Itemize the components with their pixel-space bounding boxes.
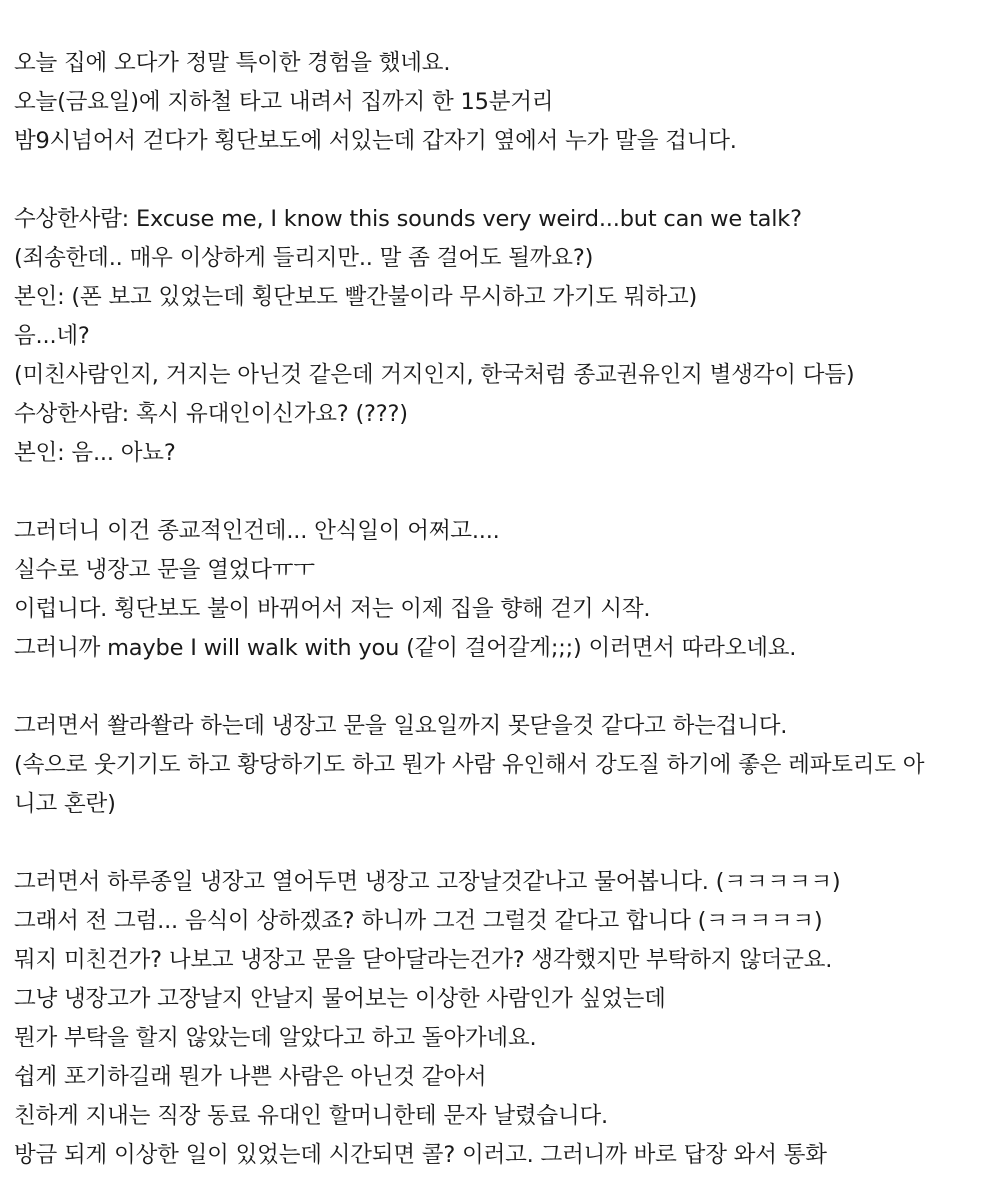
text-line: 그냥 냉장고가 고장날지 안날지 물어보는 이상한 사람인가 싶었는데 — [14, 986, 666, 1012]
blank-line — [14, 161, 969, 200]
text-line: 방금 되게 이상한 일이 있었는데 시간되면 콜? 이러고. 그러니까 바로 답장 와서 통화 — [14, 1142, 827, 1168]
text-line: 밤9시넘어서 걷다가 횡단보도에 서있는데 갑자기 옆에서 누가 말을 겁니다. — [14, 128, 737, 154]
text-line: 본인: (폰 보고 있었는데 횡단보도 빨간불이라 무시하고 가기도 뭐하고) — [14, 284, 698, 310]
text-line: (죄송한데.. 매우 이상하게 들리지만.. 말 좀 걸어도 될까요?) — [14, 245, 594, 271]
text-line: 오늘(금요일)에 지하철 타고 내려서 집까지 한 15분거리 — [14, 89, 554, 115]
blank-line — [14, 824, 969, 863]
text-line: 그러더니 이건 종교적인건데... 안식일이 어쩌고.... — [14, 518, 500, 544]
text-line: (미친사람인지, 거지는 아닌것 같은데 거지인지, 한국처럼 종교권유인지 별생각이 다듬) — [14, 362, 855, 388]
text-line: 그러면서 쏼라쏼라 하는데 냉장고 문을 일요일까지 못닫을것 같다고 하는겁니다. — [14, 713, 788, 739]
blank-line — [14, 473, 969, 512]
text-line: 음...네? — [14, 323, 90, 349]
text-line: 이럽니다. 횡단보도 불이 바뀌어서 저는 이제 집을 향해 걷기 시작. — [14, 596, 651, 622]
text-line: 오늘 집에 오다가 정말 특이한 경험을 했네요. — [14, 50, 451, 76]
text-line: 본인: 음... 아뇨? — [14, 440, 176, 466]
text-line: 수상한사람: Excuse me, I know this sounds very weird...but can we talk? — [14, 206, 802, 232]
text-line: 친하게 지내는 직장 동료 유대인 할머니한테 문자 날렸습니다. — [14, 1103, 608, 1129]
text-line: 그래서 전 그럼... 음식이 상하겠죠? 하니까 그건 그럴것 같다고 합니다 (ㅋㅋㅋㅋㅋ) — [14, 908, 823, 934]
text-line: 그러면서 하루종일 냉장고 열어두면 냉장고 고장날것같나고 물어봅니다. (ㅋㅋㅋㅋㅋ) — [14, 869, 841, 895]
post-body — [14, 44, 969, 1175]
text-line: 그러니까 maybe I will walk with you (같이 걸어갈게;;;) 이러면서 따라오네요. — [14, 635, 797, 661]
blank-line — [14, 668, 969, 707]
text-line: 쉽게 포기하길래 뭔가 나쁜 사람은 아닌것 같아서 — [14, 1064, 487, 1090]
text-line: 뭔가 부탁을 할지 않았는데 알았다고 하고 돌아가네요. — [14, 1025, 537, 1051]
text-line: 수상한사람: 혹시 유대인이신가요? (???) — [14, 401, 408, 427]
text-line: 니고 혼란) — [14, 791, 116, 817]
text-line: 실수로 냉장고 문을 열었다ㅠㅜ — [14, 557, 315, 583]
text-line: (속으로 웃기기도 하고 황당하기도 하고 뭔가 사람 유인해서 강도질 하기에 좋은 레파토리도 아 — [14, 752, 925, 778]
text-line: 뭐지 미친건가? 나보고 냉장고 문을 닫아달라는건가? 생각했지만 부탁하지 않더군요. — [14, 947, 833, 973]
